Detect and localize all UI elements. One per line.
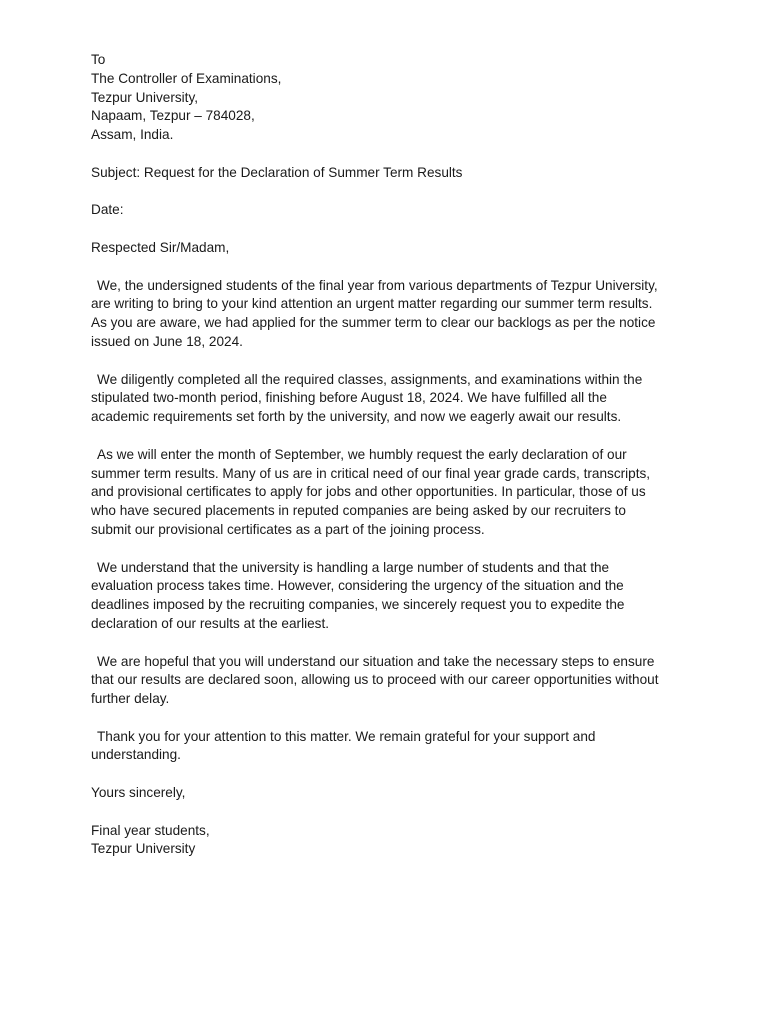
recipient-line: The Controller of Examinations, — [91, 70, 282, 86]
paragraph-line: As you are aware, we had applied for the summer term to clear our backlogs as per the notice — [91, 315, 656, 331]
date-line — [91, 201, 681, 220]
paragraph-line: that our results are declared soon, allowing us to proceed with our career opportunities without — [91, 672, 659, 688]
paragraph-line: further delay. — [91, 691, 170, 707]
body-paragraph-5 — [91, 653, 681, 709]
subject-text: Subject: Request for the Declaration of Summer Term Results — [91, 164, 463, 180]
paragraph-line: and provisional certificates to apply for jobs and other opportunities. In particular, those of us — [91, 484, 646, 500]
paragraph-line: understanding. — [91, 747, 181, 763]
paragraph-line: We understand that the university is handling a large number of students and that the — [97, 559, 610, 575]
date-text: Date: — [91, 202, 124, 218]
paragraph-line: declaration of our results at the earliest. — [91, 615, 330, 631]
body-paragraph-3 — [91, 446, 681, 540]
body-paragraph-4 — [91, 559, 681, 634]
paragraph-line: We diligently completed all the required classes, assignments, and examinations within the — [97, 371, 643, 387]
paragraph-line: evaluation process takes time. However, considering the urgency of the situation and the — [91, 578, 624, 594]
salutation — [91, 239, 681, 258]
paragraph-line: academic requirements set forth by the university, and now we eagerly await our results. — [91, 409, 622, 425]
paragraph-line: Thank you for your attention to this matter. We remain grateful for your support and — [97, 728, 596, 744]
paragraph-line: We are hopeful that you will understand our situation and take the necessary steps to ensure — [97, 653, 655, 669]
paragraph-line: We, the undersigned students of the final year from various departments of Tezpur University, — [97, 277, 658, 293]
recipient-line: Napaam, Tezpur – 784028, — [91, 108, 255, 124]
recipient-line: Assam, India. — [91, 127, 174, 143]
letter-page — [91, 51, 681, 878]
paragraph-line: deadlines imposed by the recruiting companies, we sincerely request you to expedite the — [91, 597, 625, 613]
paragraph-line: As we will enter the month of September, we humbly request the early declaration of our — [97, 446, 627, 462]
recipient-line: To — [91, 52, 106, 67]
paragraph-line: summer term results. Many of us are in critical need of our final year grade cards, transcripts, — [91, 465, 651, 481]
signature-block — [91, 822, 681, 860]
paragraph-line: are writing to bring to your kind attention an urgent matter regarding our summer term results. — [91, 296, 653, 312]
body-paragraph-2 — [91, 371, 681, 427]
closing — [91, 784, 681, 803]
body-paragraph-6 — [91, 728, 681, 766]
signature-line: Tezpur University — [91, 841, 196, 857]
salutation-text: Respected Sir/Madam, — [91, 239, 230, 255]
paragraph-line: who have secured placements in reputed companies are being asked by our recruiters to — [91, 503, 626, 519]
signature-line: Final year students, — [91, 822, 210, 838]
body-paragraph-1 — [91, 277, 681, 352]
closing-text: Yours sincerely, — [91, 785, 186, 801]
recipient-line: Tezpur University, — [91, 89, 199, 105]
paragraph-line: submit our provisional certificates as a part of the joining process. — [91, 521, 485, 537]
paragraph-line: stipulated two-month period, finishing before August 18, 2024. We have fulfilled all the — [91, 390, 607, 406]
recipient-address — [91, 51, 681, 145]
paragraph-line: issued on June 18, 2024. — [91, 333, 243, 349]
subject-line — [91, 164, 681, 183]
